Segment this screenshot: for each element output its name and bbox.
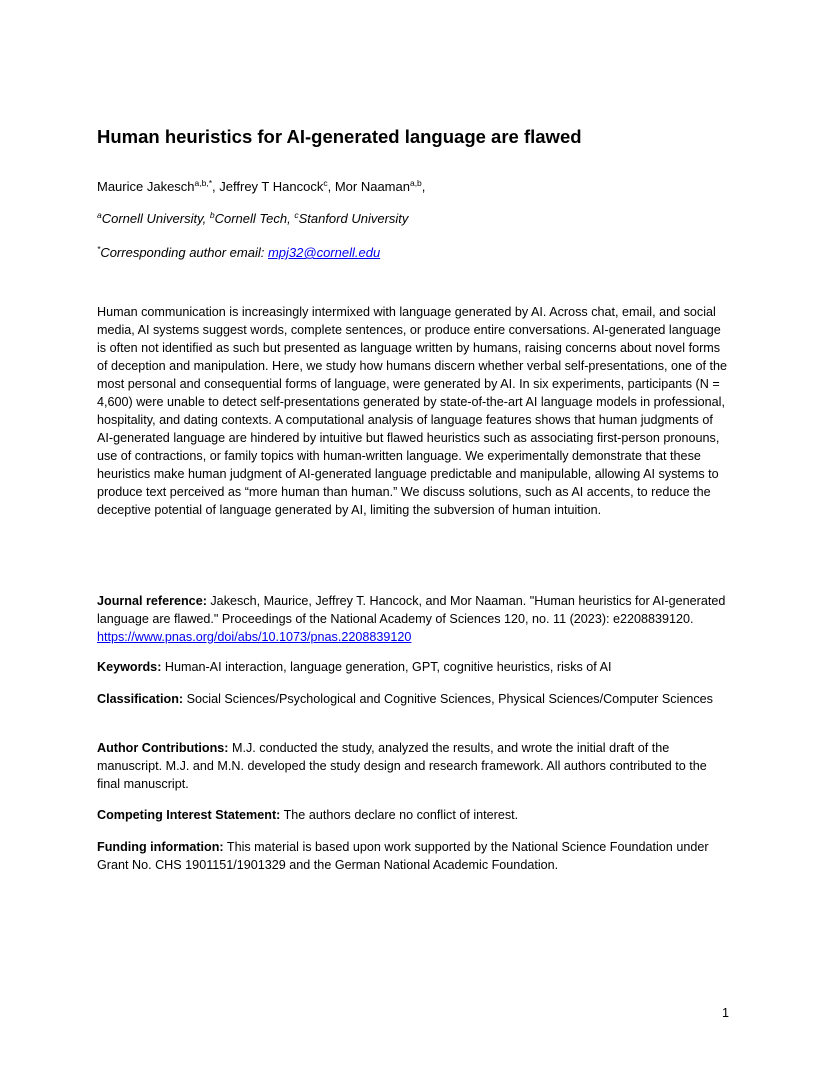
author-separator: , [212, 179, 220, 194]
competing-interest-text: The authors declare no conflict of interest. [280, 808, 519, 822]
author-affiliation-sup: c [323, 178, 328, 188]
author-name: Mor Naaman [334, 179, 410, 194]
author-contributions [97, 739, 727, 793]
journal-reference-label: Journal reference: [97, 594, 207, 608]
author-separator: , [327, 179, 335, 194]
classification-text: Social Sciences/Psychological and Cognitive Sciences, Physical Sciences/Computer Sciences [183, 692, 713, 706]
classification [97, 690, 727, 708]
paper-title: Human heuristics for AI-generated language are flawed [97, 126, 582, 147]
corresponding-author-line [97, 245, 380, 261]
corresponding-email-link[interactable]: mpj32@cornell.edu [267, 245, 381, 260]
corresponding-label: Corresponding author email: [100, 245, 268, 260]
abstract: Human communication is increasingly intermixed with language generated by AI. Across chat, email, and social media, AI systems suggest words, complete sentences, or produce entire conversations. AI-generated language is often not identified as such but presented as language written by humans, raising concerns about novel forms of deception and manipulation. Here, we study how humans discern whether verbal self-presentations, one of the most personal and consequential forms of language, were generated by AI. In six experiments, participants (N = 4,600) were unable to detect self-presentations generated by state-of-the-art AI language models in professional, hospitality, and dating contexts. A computational analysis of language features shows that human judgments of AI-generated language are hindered by intuitive but flawed heuristics such as associating first-person pronouns, use of contractions, or family topics with human-written language. We experimentally demonstrate that these heuristics make human judgment of AI-generated language predictable and manipulable, allowing AI systems to produce text perceived as “more human than human.” We discuss solutions, such as AI accents, to reduce the deceptive potential of language generated by AI, limiting the subversion of human intuition. [97, 305, 728, 517]
competing-interest [97, 806, 727, 824]
corresponding-sup: * [97, 244, 101, 254]
author-trail: , [421, 179, 426, 194]
author-contributions-label: Author Contributions: [97, 741, 229, 755]
journal-reference-text: Jakesch, Maurice, Jeffrey T. Hancock, and Mor Naaman. "Human heuristics for AI-generated language are flawed." Proceedings of the National Academy of Sciences 120, no. 11 (2023): e2208839120. [97, 594, 726, 626]
journal-reference [97, 592, 727, 646]
keywords-label: Keywords: [97, 660, 162, 674]
affiliation-line [97, 211, 408, 227]
affiliation-text: Cornell University, [101, 211, 210, 226]
author-name: Maurice Jakesch [97, 179, 195, 194]
author-line [97, 179, 425, 195]
funding-information [97, 838, 727, 874]
author-name: Jeffrey T Hancock [219, 179, 324, 194]
keywords [97, 658, 727, 676]
author-affiliation-sup: a,b [409, 178, 422, 188]
competing-interest-label: Competing Interest Statement: [97, 808, 281, 822]
author-contributions-text: M.J. conducted the study, analyzed the results, and wrote the initial draft of the manuscript. M.J. and M.N. developed the study design and research framework. All authors contributed to the final manuscript. [97, 741, 707, 791]
affiliation-text: Cornell Tech, [214, 211, 295, 226]
page-number: 1 [722, 1006, 730, 1020]
affiliation-sup: c [294, 210, 299, 220]
funding-information-label: Funding information: [97, 840, 224, 854]
affiliation-text: Stanford University [298, 211, 409, 226]
keywords-text: Human-AI interaction, language generation, GPT, cognitive heuristics, risks of AI [161, 660, 612, 674]
affiliation-sup: a [97, 210, 102, 220]
affiliation-sup: b [209, 210, 215, 220]
author-affiliation-sup: a,b,* [194, 178, 213, 188]
classification-label: Classification: [97, 692, 184, 706]
funding-information-text: This material is based upon work supported by the National Science Foundation under Grant No. CHS 1901151/1901329 and the German National Academic Foundation. [97, 840, 709, 872]
journal-doi-link[interactable]: https://www.pnas.org/doi/abs/10.1073/pnas.2208839120 [97, 630, 412, 644]
